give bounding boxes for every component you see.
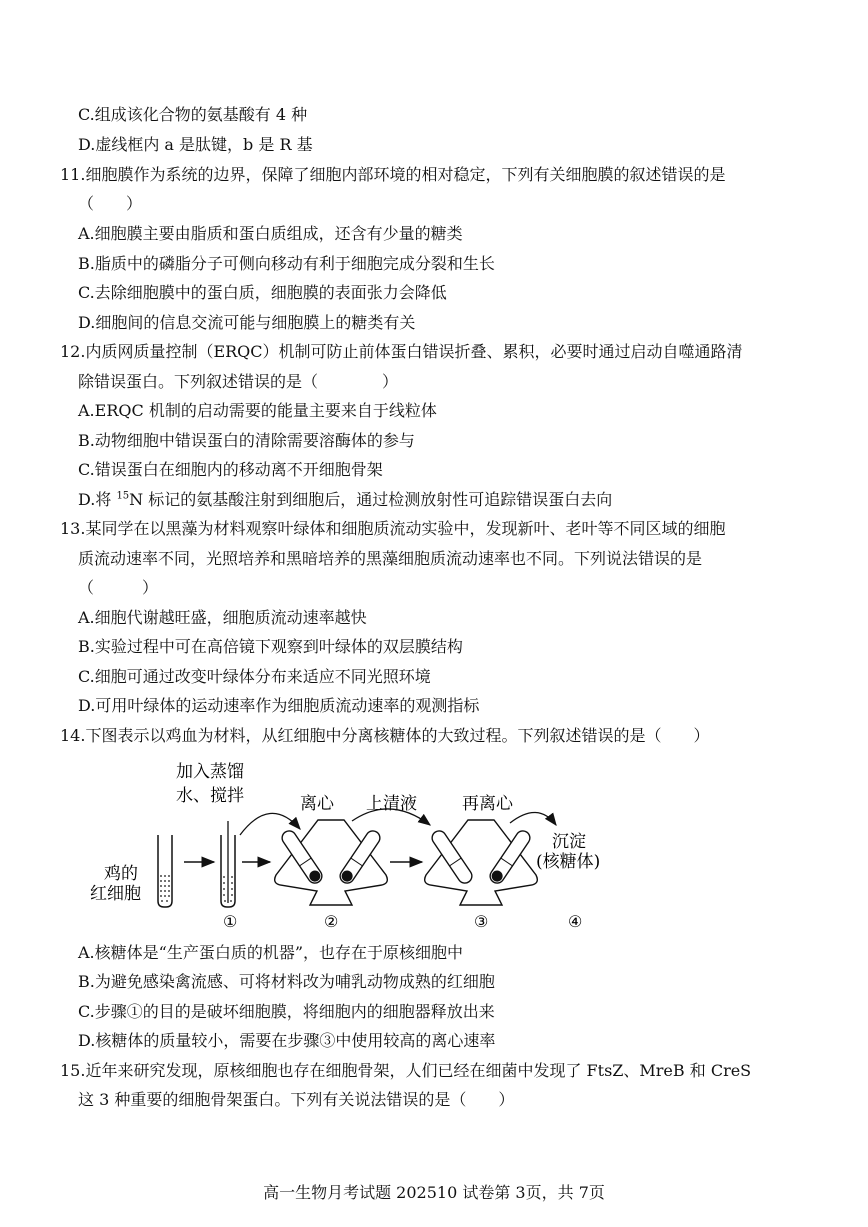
q12-option-b: B.动物细胞中错误蛋白的清除需要溶酶体的参与 [78,431,415,450]
q13-option-c: C.细胞可通过改变叶绿体分布来适应不同光照环境 [78,667,431,686]
q15-stem: 15.近年来研究发现，原核细胞也存在细胞骨架，人们已经在细菌中发现了 FtsZ、MreB 和 CreS [60,1061,752,1080]
q14-option-c: C.步骤①的目的是破坏细胞膜，将细胞内的细胞器释放出来 [78,1002,495,1021]
q14-option-b: B.为避免感染禽流感、可将材料改为哺乳动物成熟的红细胞 [78,972,495,991]
q11-option-b: B.脂质中的磷脂分子可侧向移动有利于细胞完成分裂和生长 [78,254,495,273]
page-footer: 高一生物月考试题 202510 试卷第 3页，共 7页 [263,1183,605,1202]
stirring-test-tube [221,821,235,907]
q10-option-c: C.组成该化合物的氨基酸有 4 种 [78,105,308,124]
step-3-marker: ③ [474,912,489,931]
step-4-marker: ④ [568,912,583,931]
label-chicken-1: 鸡的 [104,864,138,884]
q13-stem-cont: 质流动速率不同，光照培养和黑暗培养的黑藻细胞质流动速率也不同。下列说法错误的是 [78,549,703,568]
blood-test-tube [158,835,172,907]
q11-answer-blank: （ ） [78,194,143,213]
q14-stem: 14.下图表示以鸡血为材料，从红细胞中分离核糖体的大致过程。下列叙述错误的是（ ） [60,726,710,745]
label-supernatant: 上清液 [366,794,417,814]
q13-option-d: D.可用叶绿体的运动速率作为细胞质流动速率的观测指标 [78,696,480,715]
q13-option-a: A.细胞代谢越旺盛，细胞质流动速率越快 [78,608,367,627]
q11-option-d: D.细胞间的信息交流可能与细胞膜上的糖类有关 [78,313,416,332]
curved-arrow-sediment [510,812,556,825]
q11-stem: 11.细胞膜作为系统的边界，保障了细胞内部环境的相对稳定，下列有关细胞膜的叙述错误的是 [60,165,726,184]
q12-option-d: D.将 $^{15}$N 标记的氨基酸注射到细胞后，通过检测放射性可追踪错误蛋白去向 [78,490,613,509]
label-chicken-2: 红细胞 [90,884,141,904]
label-recentrifuge: 再离心 [462,794,513,814]
label-add-water-2: 水、搅拌 [176,786,244,806]
label-centrifuge: 离心 [300,794,334,814]
q14-option-a: A.核糖体是“生产蛋白质的机器”，也存在于原核细胞中 [78,943,464,962]
label-sediment-1: 沉淀 [552,832,586,852]
q12-option-a: A.ERQC 机制的启动需要的能量主要来自于线粒体 [78,401,437,420]
centrifuge-2 [425,820,538,905]
q11-option-a: A.细胞膜主要由脂质和蛋白质组成，还含有少量的糖类 [78,224,463,243]
q12-stem-cont: 除错误蛋白。下列叙述错误的是（ ） [78,372,399,391]
label-sediment-2: (核糖体) [536,852,601,872]
step-2-marker: ② [324,912,339,931]
q13-stem: 13.某同学在以黑藻为材料观察叶绿体和细胞质流动实验中，发现新叶、老叶等不同区域的细胞 [60,519,726,538]
q13-option-b: B.实验过程中可在高倍镜下观察到叶绿体的双层膜结构 [78,637,463,656]
q13-answer-blank: （ ） [78,578,159,597]
ribosome-separation-figure [90,755,630,935]
label-add-water-1: 加入蒸馏 [176,762,244,782]
q15-stem-cont: 这 3 种重要的细胞骨架蛋白。下列有关说法错误的是（ ） [78,1090,515,1109]
centrifuge-1 [275,820,388,905]
step-1-marker: ① [223,912,238,931]
q10-option-d: D.虚线框内 a 是肽键，b 是 R 基 [78,135,313,154]
q12-stem: 12.内质网质量控制（ERQC）机制可防止前体蛋白错误折叠、累积，必要时通过启动自噬通路清 [60,342,743,361]
q11-option-c: C.去除细胞膜中的蛋白质，细胞膜的表面张力会降低 [78,283,447,302]
q12-option-c: C.错误蛋白在细胞内的移动离不开细胞骨架 [78,460,383,479]
q14-option-d: D.核糖体的质量较小，需要在步骤③中使用较高的离心速率 [78,1031,496,1050]
